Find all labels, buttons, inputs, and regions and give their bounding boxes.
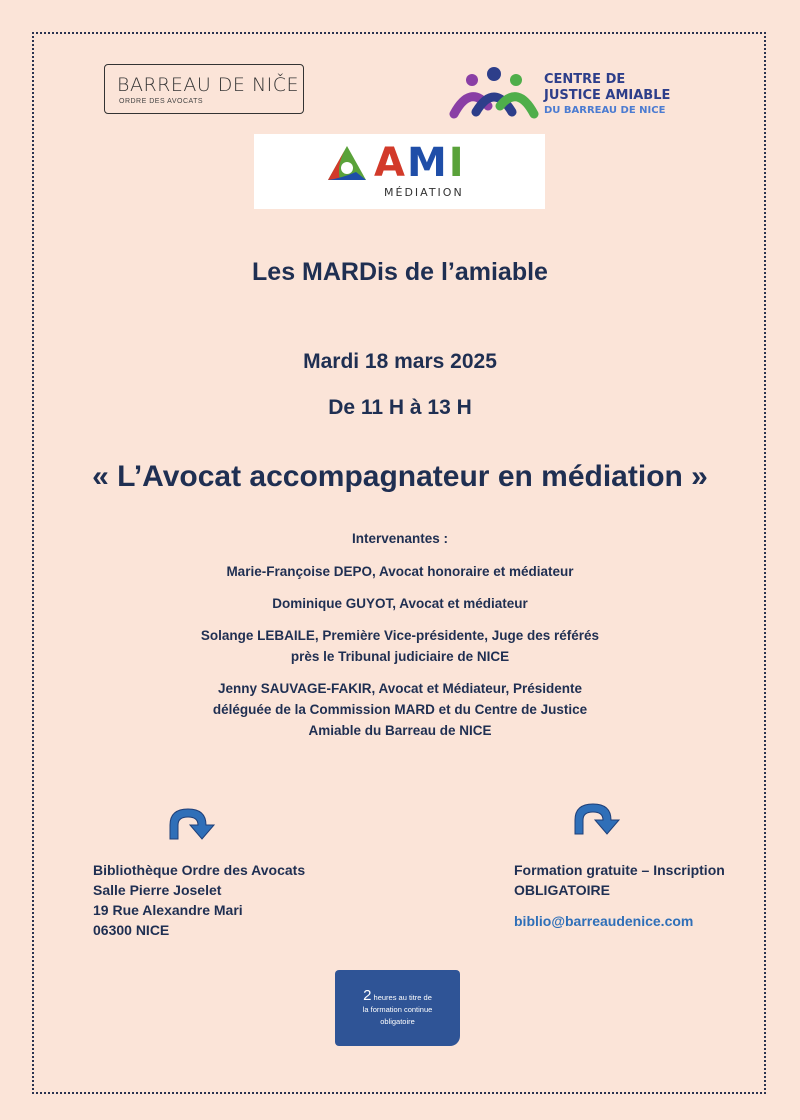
- curved-arrow-icon: [567, 798, 623, 838]
- speaker-item: Jenny SAUVAGE-FAKIR, Avocat et Médiateur, Présidente déléguée de la Commission MARD et du Centre de Justice Amiable du Barreau de NICE: [212, 681, 588, 738]
- ami-mediation-logo: [254, 134, 545, 209]
- cja-logo-line1: CENTRE DE: [544, 72, 626, 87]
- centre-justice-amiable-logo: [448, 66, 708, 128]
- cja-logo-line3: DU BARREAU DE NICE: [544, 105, 666, 116]
- speaker-item: Dominique GUYOT, Avocat et médiateur: [272, 596, 528, 611]
- speaker-item: Marie-Françoise DEPO, Avocat honoraire et médiateur: [226, 564, 574, 579]
- ami-triangle-icon: [326, 144, 368, 186]
- registration-info: Formation gratuite – Inscription OBLIGATOIRE: [514, 862, 725, 898]
- training-hours-badge: 2 heures au titre de la formation continue obligatoire: [335, 970, 460, 1046]
- series-title: Les MARDis de l’amiable: [252, 258, 548, 286]
- speaker-item: Solange LEBAILE, Première Vice-présidente, Juge des référés près le Tribunal judiciaire de NICE: [200, 628, 600, 664]
- event-subject: « L’Avocat accompagnateur en médiation »: [92, 460, 708, 493]
- barreau-logo-name: BARREAU DE NIČE: [117, 74, 300, 96]
- registration-email-link[interactable]: biblio@barreaudenice.com: [514, 913, 694, 929]
- ami-logo-sub: MÉDIATION: [384, 186, 464, 199]
- people-group-icon: [448, 66, 540, 128]
- curved-arrow-icon: [162, 803, 218, 843]
- location-address: Bibliothèque Ordre des Avocats Salle Pierre Joselet 19 Rue Alexandre Mari 06300 NICE: [93, 862, 306, 938]
- event-time: De 11 H à 13 H: [328, 396, 472, 419]
- barreau-logo-sub: ORDRE DES AVOCATS: [119, 98, 204, 105]
- barreau-de-nice-logo: [104, 64, 304, 114]
- speakers-heading: Intervenantes :: [351, 531, 449, 546]
- speakers-section: [200, 528, 600, 752]
- event-date: Mardi 18 mars 2025: [303, 350, 497, 373]
- cja-logo-line2: JUSTICE AMIABLE: [544, 88, 671, 103]
- ami-wordmark: AMI: [374, 140, 466, 186]
